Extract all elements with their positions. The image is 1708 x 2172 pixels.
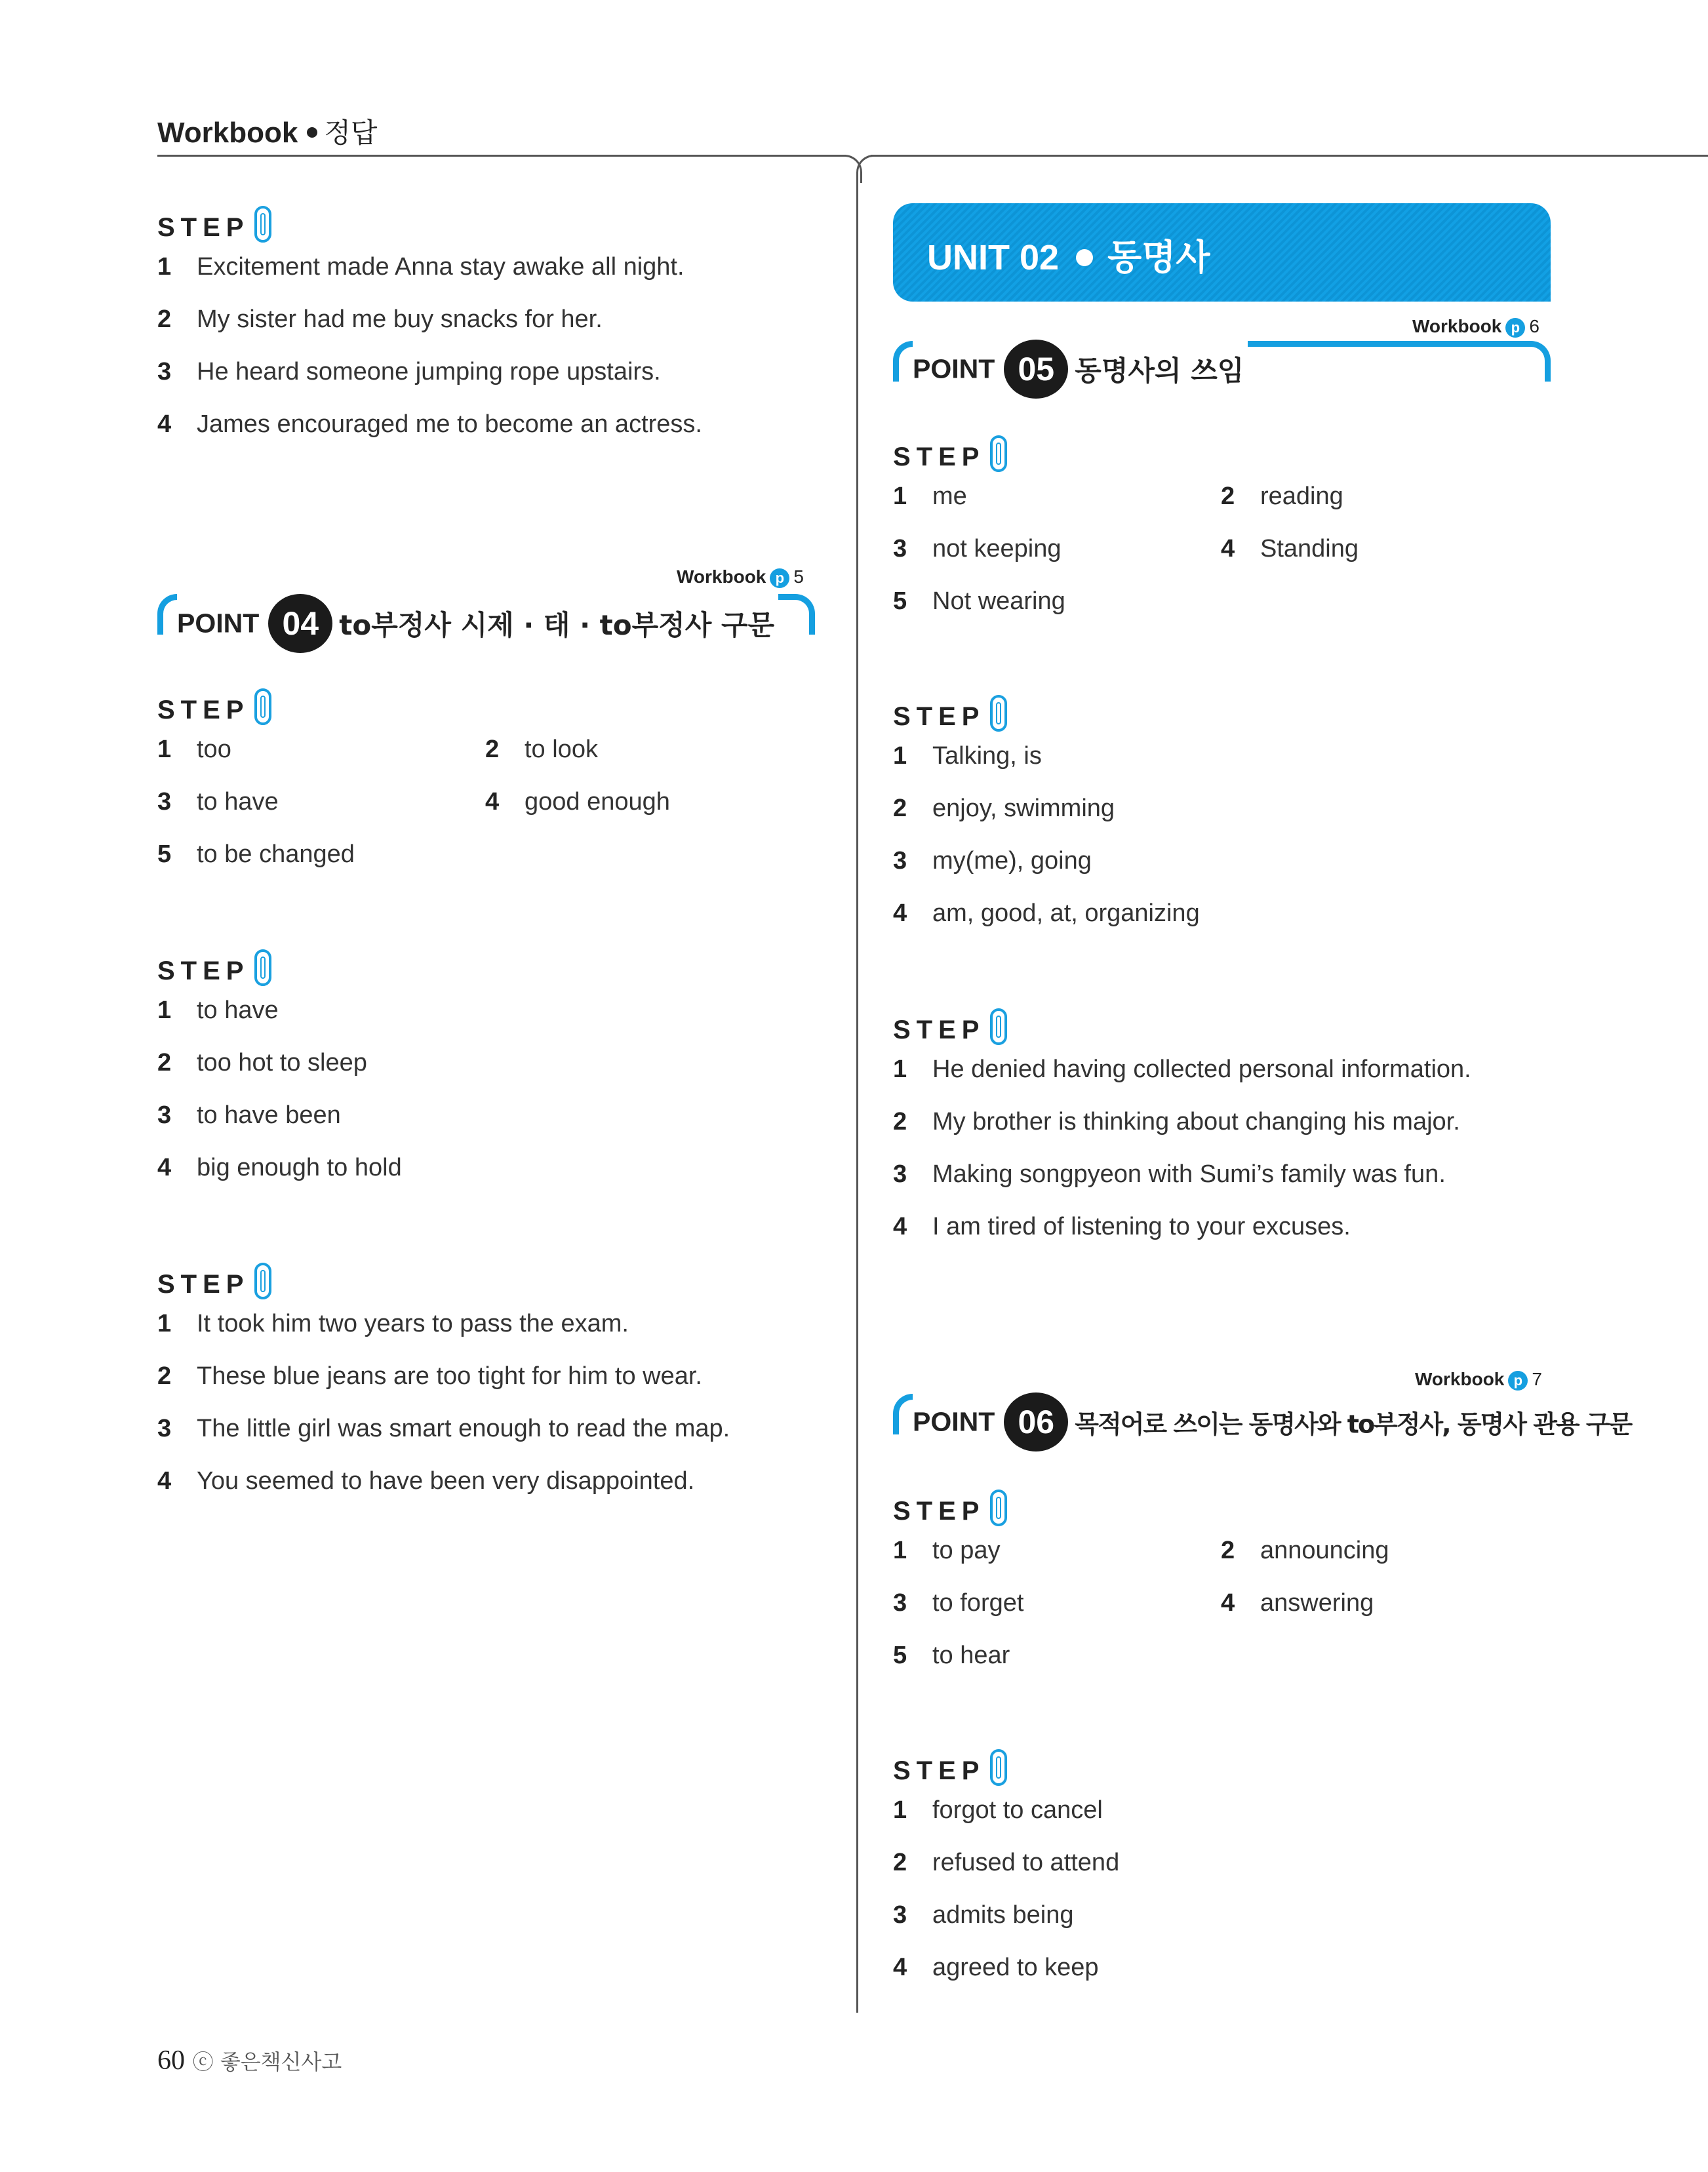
step-c-badge-icon	[254, 206, 271, 243]
workbook-page-ref	[677, 566, 804, 588]
step-c-badge-icon	[990, 1008, 1007, 1045]
point-label: POINT	[177, 608, 260, 639]
list-item	[893, 587, 1065, 616]
step-a-badge-icon	[990, 1490, 1007, 1526]
list-item	[893, 535, 1062, 563]
bullet-icon	[1076, 249, 1093, 266]
item-text: to have	[197, 788, 279, 816]
item-number: 3	[157, 1101, 172, 1129]
list-item	[157, 1049, 367, 1077]
list-item	[157, 1362, 702, 1391]
item-number: 2	[157, 306, 172, 333]
step-c-heading	[157, 1263, 271, 1299]
item-number: 2	[1221, 483, 1235, 510]
item-number: 1	[893, 1056, 907, 1083]
step-a-badge-icon	[254, 688, 271, 725]
item-text: He heard someone jumping rope upstairs.	[197, 358, 661, 385]
page-number: 60	[157, 2045, 185, 2076]
step-a-heading	[157, 688, 271, 725]
item-number: 3	[157, 358, 172, 385]
step-b-badge-icon	[990, 695, 1007, 732]
item-number: 4	[893, 1954, 907, 1981]
list-item	[893, 1901, 1073, 1929]
workbook-page-ref	[1412, 316, 1539, 338]
item-text: He denied having collected personal information.	[932, 1056, 1471, 1083]
list-item	[893, 1849, 1119, 1877]
unit-heading	[927, 229, 1210, 280]
list-item	[485, 736, 598, 764]
item-text: Making songpyeon with Sumi’s family was fun.	[932, 1160, 1446, 1188]
item-number: 4	[893, 1213, 907, 1240]
list-item	[893, 847, 1092, 875]
point-label: POINT	[913, 1406, 995, 1437]
point-number-badge: 05	[1004, 340, 1068, 399]
point-04-heading	[177, 594, 778, 653]
workbook-page-number: 6	[1529, 316, 1539, 336]
item-number: 2	[893, 1108, 907, 1135]
item-text: to have been	[197, 1101, 341, 1129]
point-05-heading	[913, 340, 1248, 399]
list-item	[157, 410, 702, 439]
point-number-badge: 04	[268, 594, 332, 653]
item-number: 2	[1221, 1537, 1235, 1564]
page-header	[157, 111, 377, 151]
item-text: Standing	[1260, 535, 1359, 563]
point-06-heading	[913, 1392, 1635, 1451]
list-item	[157, 358, 661, 386]
item-number: 3	[157, 1415, 172, 1442]
list-item	[157, 788, 279, 816]
step-b-heading	[893, 1749, 1007, 1786]
list-item	[157, 1467, 694, 1495]
step-label: STEP	[157, 957, 250, 985]
list-item	[893, 1108, 1460, 1136]
list-item	[1221, 1589, 1374, 1617]
item-number: 2	[893, 1849, 907, 1876]
item-text: me	[932, 483, 967, 510]
item-text: answering	[1260, 1589, 1374, 1617]
item-text: to hear	[932, 1642, 1010, 1669]
item-text: reading	[1260, 483, 1343, 510]
list-item	[157, 1415, 730, 1443]
copyright-text: ⓒ 좋은책신사고	[192, 2049, 342, 2074]
list-item	[1221, 483, 1343, 511]
item-number: 2	[157, 1362, 172, 1390]
divider-curve-right	[856, 155, 874, 183]
item-text: James encouraged me to become an actress.	[197, 410, 702, 438]
item-text: admits being	[932, 1901, 1074, 1929]
item-text: Excitement made Anna stay awake all night.	[197, 253, 685, 281]
step-b-badge-icon	[254, 949, 271, 986]
list-item	[893, 1056, 1471, 1084]
item-text: My sister had me buy snacks for her.	[197, 306, 603, 333]
item-number: 1	[893, 483, 907, 510]
item-text: enjoy, swimming	[932, 795, 1115, 822]
point-number-badge: 06	[1004, 1392, 1068, 1451]
item-text: These blue jeans are too tight for him to wear.	[197, 1362, 702, 1390]
list-item	[893, 1213, 1351, 1241]
item-number: 4	[1221, 535, 1235, 563]
step-c-heading	[893, 1008, 1007, 1045]
page-p-icon: p	[1505, 318, 1525, 338]
unit-label: UNIT 02	[927, 238, 1060, 277]
item-number: 4	[157, 1467, 172, 1495]
list-item	[157, 997, 279, 1025]
item-text: Talking, is	[932, 742, 1042, 770]
item-number: 3	[893, 1160, 907, 1188]
list-item	[157, 736, 231, 764]
step-label: STEP	[893, 1756, 985, 1785]
item-number: 3	[893, 847, 907, 875]
item-number: 1	[157, 997, 172, 1024]
list-item	[157, 1154, 402, 1182]
item-text: Not wearing	[932, 587, 1065, 615]
step-b-heading	[157, 949, 271, 986]
list-item	[157, 840, 355, 869]
item-text: am, good, at, organizing	[932, 899, 1200, 927]
item-text: to look	[525, 736, 598, 763]
point-label: POINT	[913, 353, 995, 384]
item-text: big enough to hold	[197, 1154, 402, 1181]
workbook-label: Workbook	[677, 566, 766, 587]
point-title: 목적어로 쓰이는 동명사와 to부정사, 동명사 관용 구문	[1075, 1410, 1632, 1439]
list-item	[157, 1310, 629, 1338]
header-rule-left	[157, 155, 846, 157]
item-number: 1	[157, 736, 172, 763]
item-number: 4	[1221, 1589, 1235, 1617]
item-text: refused to attend	[932, 1849, 1120, 1876]
step-b-badge-icon	[990, 1749, 1007, 1786]
page-p-icon: p	[1508, 1371, 1528, 1391]
item-text: agreed to keep	[932, 1954, 1099, 1981]
item-text: The little girl was smart enough to read the map.	[197, 1415, 730, 1442]
list-item	[893, 1796, 1103, 1825]
item-number: 3	[893, 535, 907, 563]
item-number: 2	[157, 1049, 172, 1076]
item-number: 3	[893, 1589, 907, 1617]
header-rule-right	[871, 155, 1708, 157]
item-text: too hot to sleep	[197, 1049, 367, 1076]
item-number: 1	[893, 1796, 907, 1824]
item-number: 4	[157, 410, 172, 438]
step-c-badge-icon	[254, 1263, 271, 1299]
item-text: to pay	[932, 1537, 1001, 1564]
item-number: 5	[893, 1642, 907, 1669]
item-number: 1	[157, 1310, 172, 1337]
page-p-icon: p	[770, 568, 789, 588]
item-text: It took him two years to pass the exam.	[197, 1310, 629, 1337]
step-a-heading	[893, 1490, 1007, 1526]
item-number: 4	[893, 899, 907, 927]
workbook-label: Workbook	[1412, 316, 1502, 336]
list-item	[893, 483, 967, 511]
item-number: 3	[893, 1901, 907, 1929]
item-text: forgot to cancel	[932, 1796, 1103, 1824]
item-number: 5	[157, 840, 172, 868]
step-label: STEP	[893, 702, 985, 731]
point-title: 동명사의 쓰임	[1075, 355, 1244, 387]
workbook-label: Workbook	[1415, 1369, 1505, 1389]
step-label: STEP	[893, 1497, 985, 1526]
item-text: You seemed to have been very disappointed.	[197, 1467, 695, 1495]
item-number: 5	[893, 587, 907, 615]
step-a-heading	[893, 435, 1007, 472]
item-text: good enough	[525, 788, 670, 816]
column-divider	[856, 177, 858, 2013]
point-title: to부정사 시제 · 태 · to부정사 구문	[339, 609, 775, 641]
item-text: announcing	[1260, 1537, 1389, 1564]
list-item	[157, 253, 685, 281]
list-item	[893, 795, 1115, 823]
bullet-icon	[307, 127, 317, 138]
list-item	[893, 1642, 1010, 1670]
item-number: 4	[485, 788, 500, 816]
list-item	[893, 899, 1200, 928]
item-text: not keeping	[932, 535, 1062, 563]
item-text: My brother is thinking about changing his major.	[932, 1108, 1460, 1135]
step-label: STEP	[893, 443, 985, 471]
step-label: STEP	[893, 1016, 985, 1044]
step-a-badge-icon	[990, 435, 1007, 472]
list-item	[893, 1954, 1099, 1982]
workbook-page-number: 5	[793, 566, 804, 587]
header-title: Workbook	[157, 117, 298, 149]
list-item	[893, 1589, 1023, 1617]
item-number: 2	[893, 795, 907, 822]
list-item	[157, 1101, 341, 1130]
item-text: my(me), going	[932, 847, 1092, 875]
list-item	[485, 788, 670, 816]
unit-title: 동명사	[1107, 237, 1210, 278]
workbook-page-number: 7	[1532, 1369, 1542, 1389]
page-footer	[157, 2044, 342, 2076]
item-text: to have	[197, 997, 279, 1024]
list-item	[893, 742, 1042, 770]
item-number: 1	[157, 253, 172, 281]
step-label: STEP	[157, 696, 250, 724]
workbook-page-ref	[1415, 1369, 1542, 1391]
item-text: I am tired of listening to your excuses.	[932, 1213, 1351, 1240]
unit-banner	[893, 203, 1551, 302]
item-text: to be changed	[197, 840, 355, 868]
step-b-heading	[893, 695, 1007, 732]
item-text: too	[197, 736, 231, 763]
step-c-heading-top	[157, 206, 271, 243]
item-text: to forget	[932, 1589, 1024, 1617]
item-number: 2	[485, 736, 500, 763]
item-number: 4	[157, 1154, 172, 1181]
list-item	[893, 1537, 1001, 1565]
list-item	[1221, 1537, 1389, 1565]
step-label: STEP	[157, 213, 250, 242]
list-item	[157, 306, 603, 334]
item-number: 1	[893, 742, 907, 770]
header-suffix: 정답	[324, 117, 378, 149]
list-item	[893, 1160, 1446, 1189]
item-number: 1	[893, 1537, 907, 1564]
list-item	[1221, 535, 1359, 563]
item-number: 3	[157, 788, 172, 816]
step-label: STEP	[157, 1270, 250, 1299]
